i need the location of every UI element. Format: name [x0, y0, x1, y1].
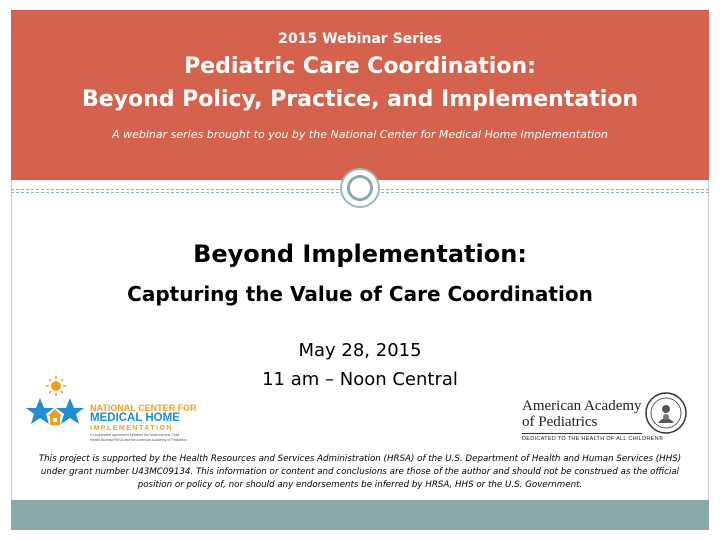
aap-tagline: DEDICATED TO THE HEALTH OF ALL CHILDREN®: [522, 436, 664, 442]
webinar-title: Beyond Implementation:: [193, 240, 527, 268]
ncmhi-line2: MEDICAL HOME: [90, 412, 180, 424]
ncmhi-note: A cooperative agreement between the Maternal and Child Health Bureau/HRSA and the American Academy of Pediatrics: [90, 433, 187, 442]
series-label: 2015 Webinar Series: [278, 31, 442, 47]
aap-name-line1: American Academy: [522, 398, 642, 414]
series-title-line2: Beyond Policy, Practice, and Implementation: [81, 87, 639, 112]
webinar-time: 11 am – Noon Central: [262, 369, 458, 390]
divider-ring-icon: [347, 175, 373, 201]
ncmhi-line1: NATIONAL CENTER FOR: [90, 403, 197, 413]
footer-bar: [11, 500, 709, 530]
title-banner: [11, 10, 709, 180]
aap-rule: [522, 433, 642, 434]
series-byline: A webinar series brought to you by the National Center for Medical Home Implementation: [112, 128, 608, 141]
ncmhi-line3: IMPLEMENTATION: [90, 425, 173, 432]
webinar-date: May 28, 2015: [298, 340, 422, 361]
funding-disclaimer: This project is supported by the Health Resources and Services Administration (HRSA) of the U.S. Department of Health and Human Services (HHS) under grant number U43MC09134. This information or content and conclusions are those of the author and should not be construed as the official position or policy of, nor should any endorsements be inferred by HRSA, HHS or the U.S. Government.: [38, 454, 682, 490]
aap-name-line2: of Pediatrics: [522, 414, 598, 430]
webinar-subtitle: Capturing the Value of Care Coordination: [127, 282, 593, 306]
aap-seal-icon: [644, 391, 688, 435]
series-title-line1: Pediatric Care Coordination:: [184, 54, 536, 79]
